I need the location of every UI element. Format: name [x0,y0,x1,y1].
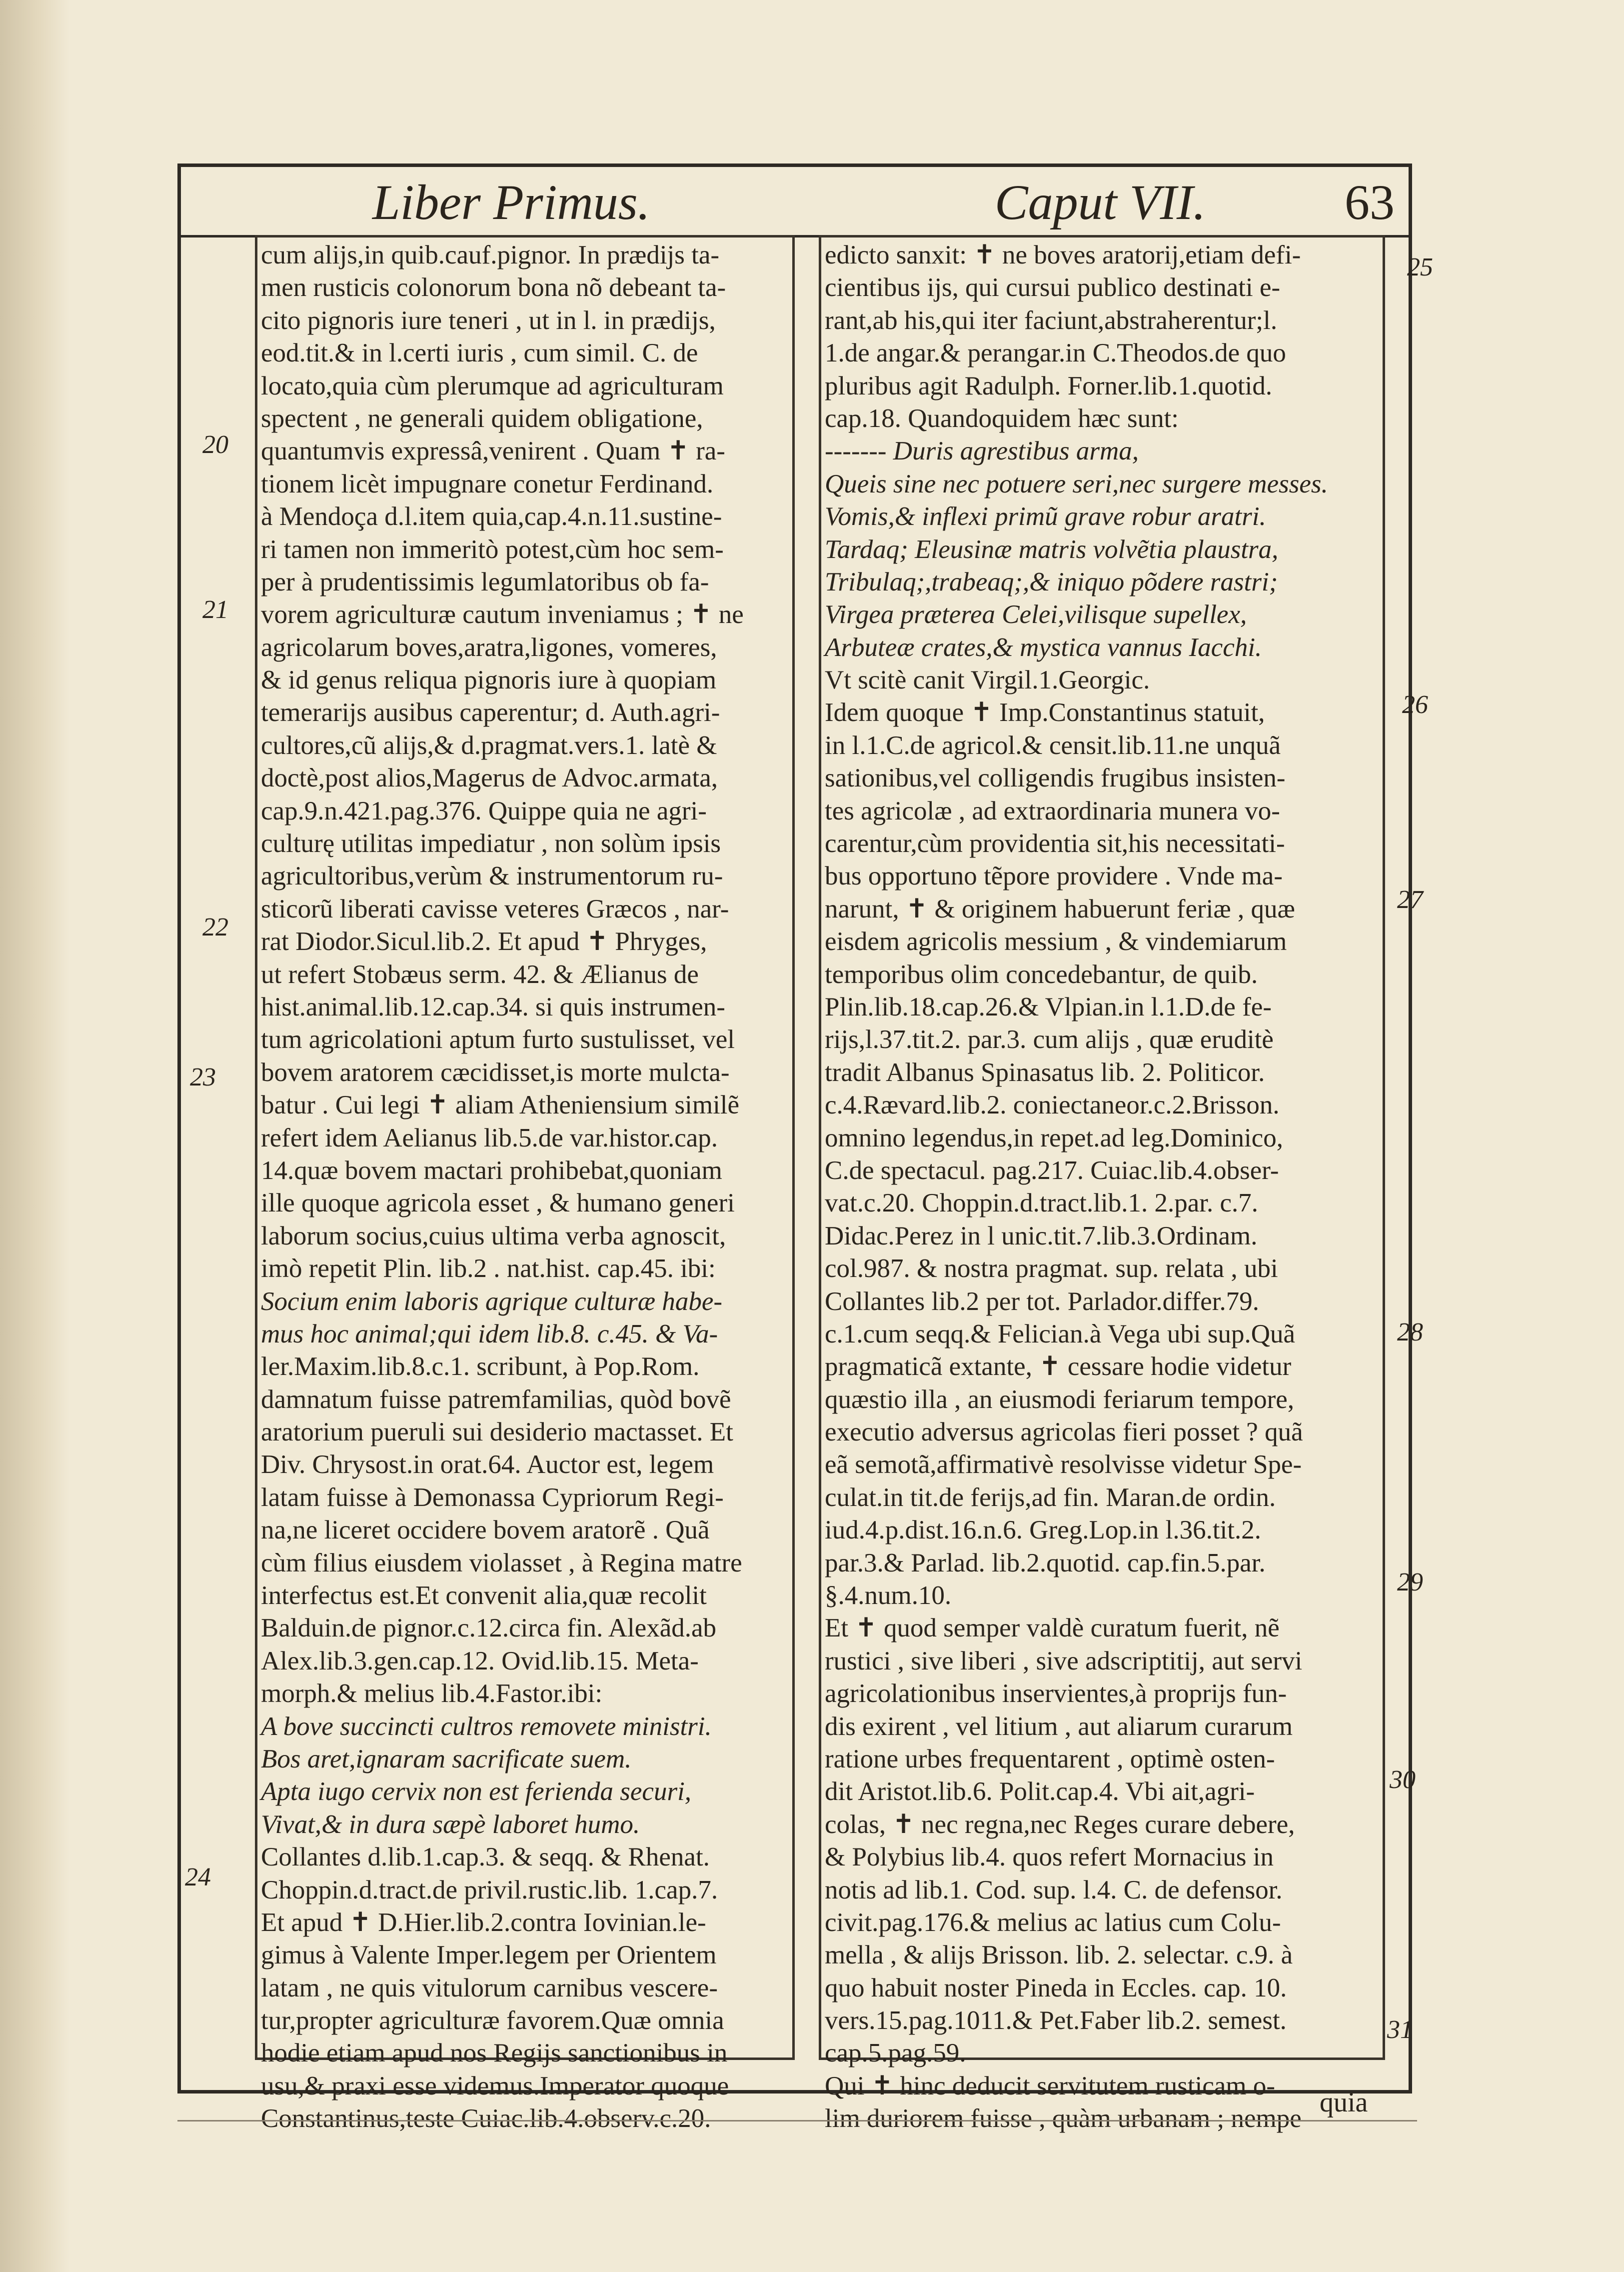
margin-number: 26 [1402,690,1428,719]
margin-number: 24 [185,1863,211,1892]
text-line: Collantes d.lib.1.cap.3. & seqq. & Rhenat. [261,1842,710,1872]
text-line: eã semotã,affirmativè resolvisse videtur Spe- [825,1450,1302,1480]
text-line: doctè,post alios,Magerus de Advoc.armata, [261,764,718,793]
right-column-text [825,239,1328,2136]
text-line: eod.tit.& in l.certi iuris , cum simil. C. de [261,338,698,368]
text-line: ler.Maxim.lib.8.c.1. scribunt, à Pop.Rom. [261,1352,700,1382]
text-line: aratorium pueruli sui desiderio mactasset. Et [261,1418,733,1447]
text-line: cientibus ijs, qui cursui publico destinati e- [825,273,1281,302]
text-line: Queis sine nec potuere seri,nec surgere messes. [825,469,1328,498]
text-line: per à prudentissimis legumlatoribus ob fa- [261,567,709,596]
text-line: cap.9.n.421.pag.376. Quippe quia ne agri- [261,796,707,826]
text-line: A bove succincti cultros removete ministri. [261,1712,712,1741]
text-line: sticorũ liberati cavisse veteres Græcos , nar- [261,894,729,924]
text-line: locato,quia cùm plerumque ad agriculturam [261,371,724,400]
text-line: 14.quæ bovem mactari prohibebat,quoniam [261,1156,722,1185]
margin-number: 30 [1390,1766,1416,1794]
text-line: par.3.& Parlad. lib.2.quotid. cap.fin.5.par. [825,1548,1266,1578]
text-line: Virgea præterea Celei,vilisque supellex, [825,600,1247,630]
text-line: Balduin.de pignor.c.12.circa fin. Alexãd.ab [261,1614,717,1643]
text-line: ------- Duris agrestibus arma, [825,436,1139,466]
binding-shadow [0,0,70,2272]
text-line: Tardaq; Eleusinæ matris volvẽtia plaustra, [825,534,1279,564]
text-line: sationibus,vel colligendis frugibus insisten- [825,764,1286,793]
text-line: Et apud ✝ D.Hier.lib.2.contra Iovinian.le- [261,1908,706,1937]
text-line: temerarijs ausibus caperentur; d. Auth.agri- [261,698,720,728]
text-line: colas, ✝ nec regna,nec Reges curare debere, [825,1810,1295,1839]
text-line: Socium enim laboris agrique culturæ habe- [261,1286,722,1316]
text-line: usu,& praxi esse videmus.Imperator quoque [261,2071,729,2100]
text-line: 1.de angar.& perangar.in C.Theodos.de quo [825,338,1286,368]
text-line: mella , & alijs Brisson. lib. 2. selectar. c.9. à [825,1940,1293,1970]
text-line: interfectus est.Et convenit alia,quæ recolit [261,1581,707,1610]
text-line: edicto sanxit: ✝ ne boves aratorij,etiam defi- [825,240,1301,270]
text-line: ratione urbes frequentarent , optimè osten- [825,1744,1275,1774]
text-line: na,ne liceret occidere bovem aratorẽ . Quã [261,1516,710,1545]
text-line: Plin.lib.18.cap.26.& Vlpian.in l.1.D.de fe- [825,992,1272,1022]
page-edge-rule [177,2120,1417,2122]
text-line: quantumvis expressâ,venirent . Quam ✝ ra- [261,436,725,466]
text-line: rant,ab his,qui iter faciunt,abstraherentur;l. [825,306,1278,335]
text-line: vat.c.20. Choppin.d.tract.lib.1. 2.par. c.7. [825,1188,1258,1218]
text-line: Vivat,& in dura sæpè laboret humo. [261,1810,640,1839]
text-line: imò repetit Plin. lib.2 . nat.hist. cap.45. ibi: [261,1254,716,1284]
text-line: dis exirent , vel litium , aut aliarum curarum [825,1712,1293,1741]
text-line: batur . Cui legi ✝ aliam Atheniensium similẽ [261,1090,740,1120]
text-line: bus opportuno tẽpore providere . Vnde ma- [825,862,1283,891]
text-line: tionem licèt impugnare conetur Ferdinand. [261,469,714,498]
text-line: omnino legendus,in repet.ad leg.Dominico, [825,1123,1283,1152]
text-line: ille quoque agricola esset , & humano generi [261,1188,735,1218]
text-line: gimus à Valente Imper.legem per Orientem [261,1940,717,1970]
margin-number: 25 [1407,253,1433,282]
text-line: executio adversus agricolas fieri posset ? quã [825,1418,1303,1447]
text-line: rustici , sive liberi , sive adscriptitij, aut servi [825,1646,1303,1676]
text-line: ri tamen non immeritò potest,cùm hoc sem- [261,534,724,564]
text-line: tur,propter agriculturæ favorem.Quæ omnia [261,2006,724,2036]
catchword: quia [1320,2087,1368,2118]
text-line: mus hoc animal;qui idem lib.8. c.45. & Va- [261,1319,718,1348]
text-line: à Mendoça d.l.item quia,cap.4.n.11.sustine- [261,502,722,532]
text-line: notis ad lib.1. Cod. sup. l.4. C. de defensor. [825,1875,1283,1904]
running-head-book: Liber Primus. [372,174,650,230]
text-line: morph.& melius lib.4.Fastor.ibi: [261,1679,603,1708]
text-line: pluribus agit Radulph. Forner.lib.1.quotid. [825,371,1273,400]
text-line: vorem agriculturæ cautum inveniamus ; ✝ ne [261,600,744,630]
text-line: Div. Chrysost.in orat.64. Auctor est, legem [261,1450,714,1480]
text-line: iud.4.p.dist.16.n.6. Greg.Lop.in l.36.tit.2. [825,1516,1261,1545]
text-line: vers.15.pag.1011.& Pet.Faber lib.2. semest. [825,2006,1287,2036]
text-line: tes agricolæ , ad extraordinaria munera vo- [825,796,1280,826]
text-line: hodie etiam apud nos Regijs sanctionibus in [261,2038,728,2068]
text-line: cito pignoris iure teneri , ut in l. in prædijs, [261,306,716,335]
text-line: temporibus olim concedebantur, de quib. [825,960,1258,989]
text-line: agricolationibus inservientes,à proprijs fun- [825,1679,1287,1708]
running-head-chapter: Caput VII. [995,174,1206,230]
text-line: narunt, ✝ & originem habuerunt feriæ , quæ [825,894,1295,924]
text-line: rat Diodor.Sicul.lib.2. Et apud ✝ Phryges, [261,927,707,956]
text-line: Constantinus,teste Cuiac.lib.4.observ.c.20. [261,2104,711,2134]
text-line: §.4.num.10. [825,1581,952,1610]
folio-number: 63 [1345,174,1395,230]
margin-number: 31 [1387,2016,1413,2044]
text-line: C.de spectacul. pag.217. Cuiac.lib.4.obser- [825,1156,1279,1185]
text-line: hist.animal.lib.12.cap.34. si quis instrumen- [261,992,725,1022]
text-line: eisdem agricolis messium , & vindemiarum [825,927,1287,956]
margin-number: 20 [202,430,228,459]
text-line: in l.1.C.de agricol.& censit.lib.11.ne unquã [825,730,1281,760]
text-line: bovem aratorem cæcidisset,is morte mulcta- [261,1058,730,1087]
margin-number: 29 [1397,1568,1423,1596]
text-line: Didac.Perez in l unic.tit.7.lib.3.Ordinam. [825,1221,1258,1250]
text-line: quæstio illa , an eiusmodi feriarum tempore, [825,1384,1295,1414]
text-line: civit.pag.176.& melius ac latius cum Colu- [825,1908,1281,1937]
text-line: spectent , ne generali quidem obligatione, [261,404,703,433]
text-line: c.1.cum seqq.& Felician.à Vega ubi sup.Quã [825,1319,1296,1348]
text-line: ut refert Stobæus serm. 42. & Ælianus de [261,960,699,989]
margin-number: 28 [1397,1318,1423,1346]
text-line: Collantes lib.2 per tot. Parlador.differ.79. [825,1286,1259,1316]
text-line: cultores,cũ alijs,& d.pragmat.vers.1. latè & [261,730,717,760]
left-column-text [261,239,744,2136]
margin-number: 27 [1397,886,1423,914]
text-line: agricolarum boves,aratra,ligones, vomeres, [261,632,717,662]
text-line: Alex.lib.3.gen.cap.12. Ovid.lib.15. Meta- [261,1646,699,1676]
text-line: Choppin.d.tract.de privil.rustic.lib. 1.cap.7. [261,1875,718,1904]
text-line: cum alijs,in quib.cauf.pignor. In prædijs ta- [261,240,720,270]
text-line: damnatum fuisse patremfamilias, quòd bovẽ [261,1384,731,1414]
text-line: Apta iugo cervix non est ferienda securi, [261,1777,692,1806]
text-line: refert idem Aelianus lib.5.de var.histor.cap. [261,1123,718,1152]
text-line: quo habuit noster Pineda in Eccles. cap. 10. [825,1973,1287,2002]
text-line: col.987. & nostra pragmat. sup. relata , ubi [825,1254,1278,1284]
text-line: dit Aristot.lib.6. Polit.cap.4. Vbi ait,agri- [825,1777,1255,1806]
text-line: Bos aret,ignaram sacrificate suem. [261,1744,632,1774]
text-line: latam , ne quis vitulorum carnibus vescere- [261,1973,718,2002]
text-line: laborum socius,cuius ultima verba agnoscit, [261,1221,726,1250]
text-line: Qui ✝ hinc deducit servitutem rusticam o- [825,2071,1276,2100]
text-line: Idem quoque ✝ Imp.Constantinus statuit, [825,698,1265,728]
margin-number: 23 [190,1063,216,1092]
text-line: Vt scitè canit Virgil.1.Georgic. [825,666,1150,695]
text-line: carentur,cùm providentia sit,his necessitati- [825,829,1285,858]
text-line: c.4.Rævard.lib.2. coniectaneor.c.2.Brisson. [825,1090,1280,1120]
text-line: tum agricolationi aptum furto sustulisset, vel [261,1025,735,1054]
text-line: Vomis,& inflexi primũ grave robur aratri. [825,502,1266,532]
text-line: & Polybius lib.4. quos refert Mornacius in [825,1842,1274,1872]
text-line: cap.18. Quandoquidem hæc sunt: [825,404,1179,433]
text-line: latam fuisse à Demonassa Cypriorum Regi- [261,1482,724,1512]
text-line: & id genus reliqua pignoris iure à quopiam [261,666,717,695]
text-line: men rusticis colonorum bona nõ debeant ta- [261,273,726,302]
margin-number: 22 [202,913,228,942]
text-line: culturę utilitas impediatur , non solùm ipsis [261,829,721,858]
margin-number: 21 [202,596,228,624]
text-line: agricultoribus,verùm & instrumentorum ru- [261,862,723,891]
text-line: Tribulaq;,trabeaq;,& iniquo põdere rastri; [825,567,1278,596]
text-line: cap.5.pag.59. [825,2038,966,2068]
text-line: tradit Albanus Spinasatus lib. 2. Politicor. [825,1058,1265,1087]
text-line: rijs,l.37.tit.2. par.3. cum alijs , quæ eruditè [825,1025,1274,1054]
text-line: lim duriorem fuisse , quàm urbanam ; nempe [825,2104,1302,2134]
text-line: cùm filius eiusdem violasset , à Regina matre [261,1548,742,1578]
text-line: Et ✝ quod semper valdè curatum fuerit, nẽ [825,1614,1280,1643]
text-line: pragmaticã extante, ✝ cessare hodie videtur [825,1352,1292,1382]
text-line: Arbuteæ crates,& mystica vannus Iacchi. [825,632,1262,662]
text-line: culat.in tit.de ferijs,ad fin. Maran.de ordin. [825,1482,1276,1512]
